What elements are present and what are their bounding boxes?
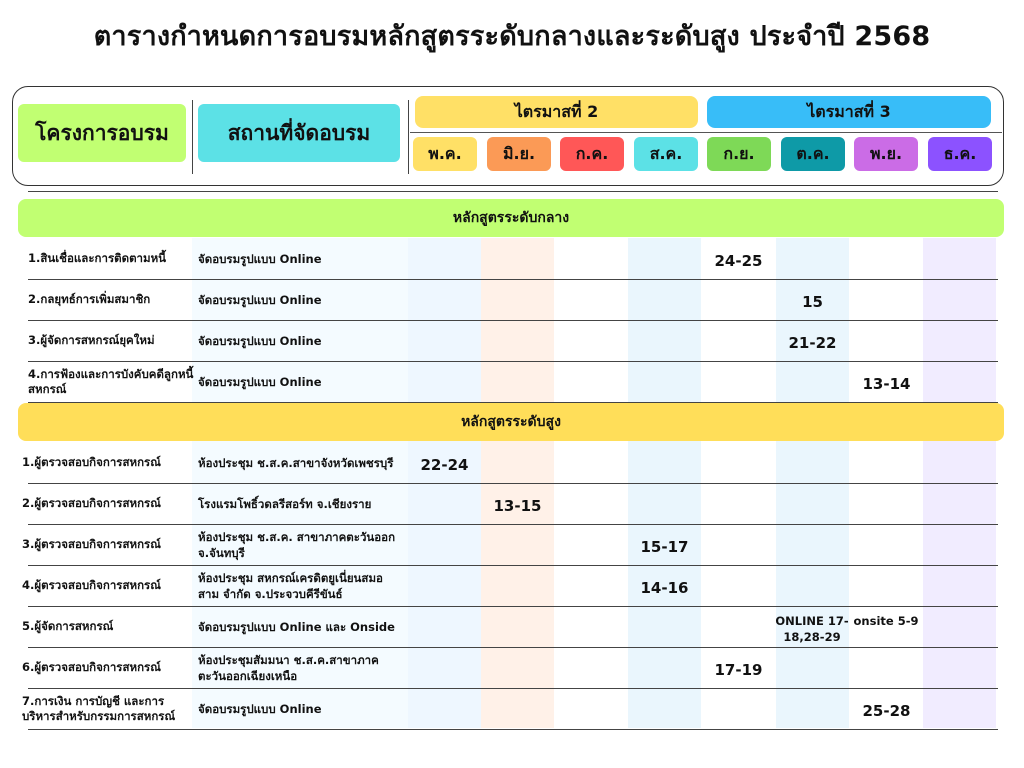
- venue-header: สถานที่จัดอบรม: [198, 104, 400, 162]
- course-venue: จัดอบรมรูปแบบ Online: [198, 251, 322, 266]
- course-name: 1.สินเชื่อและการติดตามหนี้: [28, 251, 167, 265]
- program-header: โครงการอบรม: [18, 104, 186, 162]
- course-name: 5.ผู้จัดการสหกรณ์: [22, 619, 114, 633]
- training-date: 14-16: [640, 578, 689, 597]
- course-name: 2.กลยุทธ์การเพิ่มสมาชิก: [28, 292, 151, 306]
- course-venue: จัดอบรมรูปแบบ Online: [198, 292, 322, 307]
- course-name: 4.ผู้ตรวจสอบกิจการสหกรณ์: [22, 578, 161, 592]
- training-date: 13-15: [493, 496, 542, 515]
- course-venue: ห้องประชุม สหกรณ์เครดิตยูเนี่ยนสมอสาม จำกัด จ.ประจวบคีรีขันธ์: [198, 570, 383, 601]
- quarter-2-header: ไตรมาสที่ 2: [415, 96, 698, 128]
- course-name: 2.ผู้ตรวจสอบกิจการสหกรณ์: [22, 496, 161, 510]
- training-date: 17-19: [714, 660, 763, 679]
- training-date: ONLINE 17-18,28-29: [775, 613, 849, 644]
- course-venue: ห้องประชุม ช.ส.ค.สาขาจังหวัดเพชรบุรี: [198, 455, 394, 470]
- month-header-7: ธ.ค.: [928, 137, 992, 171]
- section-banner-advanced: หลักสูตรระดับสูง: [18, 403, 1004, 441]
- month-header-6: พ.ย.: [854, 137, 918, 171]
- month-header-1: มิ.ย.: [487, 137, 551, 171]
- course-venue: จัดอบรมรูปแบบ Online และ Onside: [198, 619, 395, 634]
- month-header-2: ก.ค.: [560, 137, 624, 171]
- training-date: 15: [802, 292, 823, 311]
- section-banner-intermediate: หลักสูตรระดับกลาง: [18, 199, 1004, 237]
- training-date: onsite 5-9: [853, 613, 919, 628]
- training-date: 21-22: [788, 333, 837, 352]
- month-header-4: ก.ย.: [707, 137, 771, 171]
- month-header-3: ส.ค.: [634, 137, 698, 171]
- training-date: 22-24: [420, 455, 469, 474]
- training-date: 25-28: [862, 701, 911, 720]
- month-header-5: ต.ค.: [781, 137, 845, 171]
- month-header-0: พ.ค.: [413, 137, 477, 171]
- course-venue: จัดอบรมรูปแบบ Online: [198, 701, 322, 716]
- course-venue: จัดอบรมรูปแบบ Online: [198, 333, 322, 348]
- training-date: 13-14: [862, 374, 911, 393]
- course-name: 6.ผู้ตรวจสอบกิจการสหกรณ์: [22, 660, 161, 674]
- course-name: 1.ผู้ตรวจสอบกิจการสหกรณ์: [22, 455, 161, 469]
- course-name: 3.ผู้ตรวจสอบกิจการสหกรณ์: [22, 537, 161, 551]
- training-date: 24-25: [714, 251, 763, 270]
- course-name: 3.ผู้จัดการสหกรณ์ยุคใหม่: [28, 333, 155, 347]
- course-venue: ห้องประชุมสัมมนา ช.ส.ค.สาขาภาคตะวันออกเฉียงเหนือ: [198, 652, 379, 683]
- page-title: ตารางกำหนดการอบรมหลักสูตรระดับกลางและระดับสูง ประจำปี 2568: [93, 21, 931, 52]
- course-venue: โรงแรมโพธิ์วดลรีสอร์ท จ.เชียงราย: [198, 496, 372, 511]
- course-venue: ห้องประชุม ช.ส.ค. สาขาภาคตะวันออก จ.จันทบุรี: [198, 529, 396, 560]
- course-name: 4.การฟ้องและการบังคับคดีลูกหนี้สหกรณ์: [28, 366, 194, 396]
- course-venue: จัดอบรมรูปแบบ Online: [198, 374, 322, 389]
- training-date: 15-17: [640, 537, 689, 556]
- quarter-3-header: ไตรมาสที่ 3: [707, 96, 991, 128]
- course-name: 7.การเงิน การบัญชี และการบริหารสำหรับกรรมการสหกรณ์: [22, 693, 176, 723]
